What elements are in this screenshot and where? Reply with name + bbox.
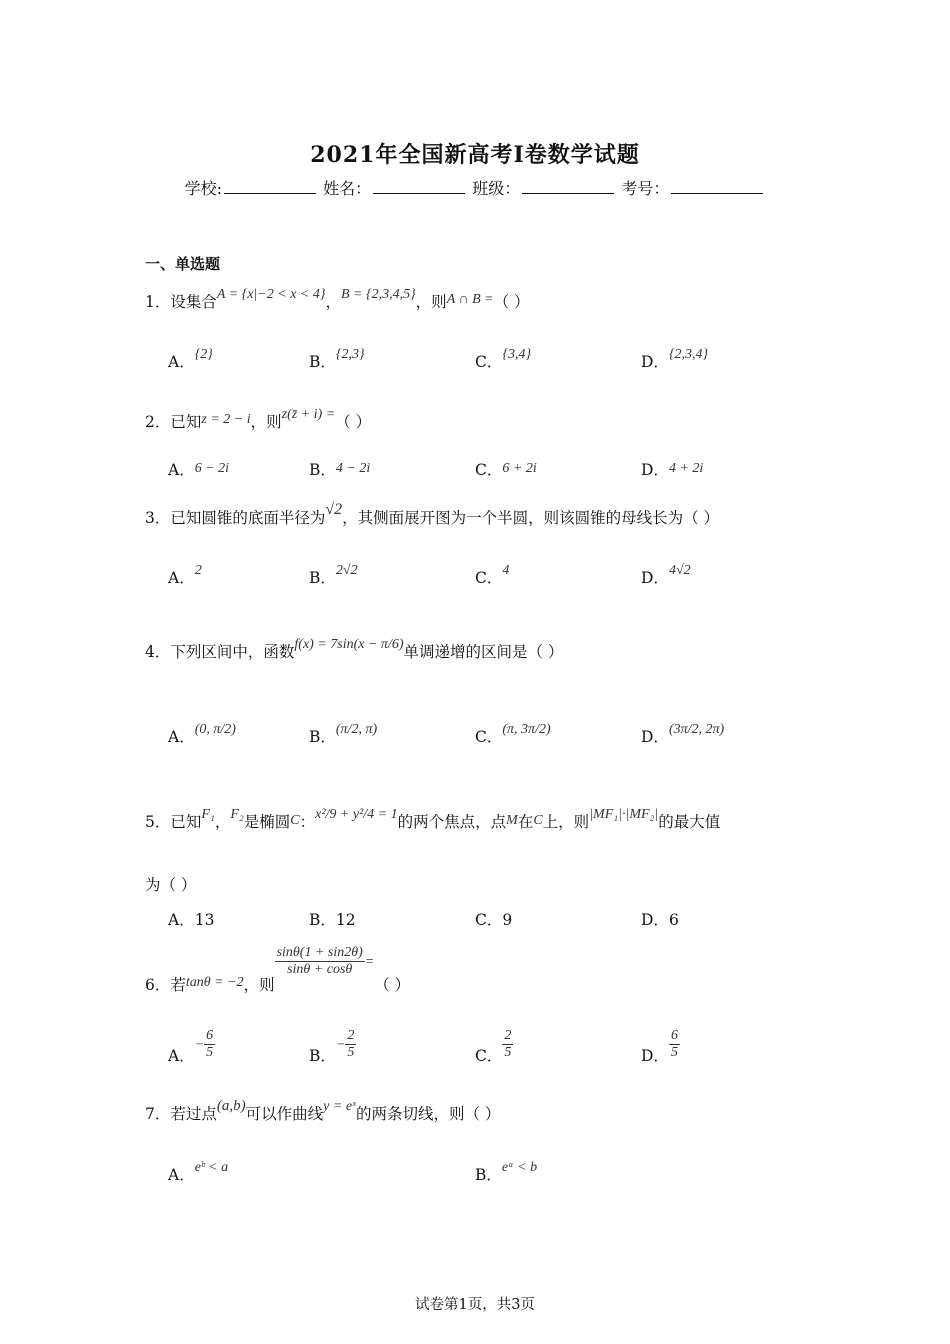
- option-d: [641, 1028, 680, 1065]
- math-expression: =: [364, 954, 375, 970]
- option-value: eᵃ < b: [501, 1160, 538, 1175]
- page-title: 2021年全国新高考I卷数学试题: [310, 142, 640, 168]
- option-value: 4√2: [668, 563, 691, 578]
- option-label: D．: [641, 728, 669, 746]
- math-expression: x²/9 + y²/4 = 1: [315, 807, 398, 822]
- question-text: 的两个焦点，点: [397, 813, 507, 831]
- school-label: 学校:: [184, 179, 223, 198]
- option-a: [168, 908, 214, 930]
- option-label: B．: [309, 911, 336, 929]
- name-blank: [373, 179, 465, 194]
- option-label: A．: [168, 1046, 195, 1065]
- option-label: D．: [641, 911, 669, 929]
- option-label: B．: [309, 569, 336, 587]
- question-text: ，则: [415, 293, 447, 311]
- option-label: B．: [309, 461, 336, 479]
- class-label: 班级：: [472, 179, 521, 198]
- question-text: 已知: [170, 813, 202, 831]
- math-fraction: [669, 1028, 680, 1061]
- math-expression: |MF₁|·|MF₂|: [589, 807, 659, 822]
- question-text: 设集合: [170, 293, 217, 311]
- class-blank: [522, 179, 614, 194]
- fraction-denominator: 5: [504, 1045, 512, 1060]
- question-text: （ ）: [335, 413, 372, 431]
- question-text: ，则: [250, 413, 282, 431]
- section-heading: 一、单选题: [145, 255, 221, 273]
- option-value: 6 − 2i: [194, 461, 230, 476]
- option-a: [168, 1028, 215, 1065]
- option-label: B．: [309, 1046, 336, 1065]
- question-text: 已知圆锥的底面半径为: [170, 509, 326, 527]
- number-label: 考号：: [621, 179, 670, 198]
- question-text: （ ）: [493, 293, 530, 311]
- option-label: D．: [641, 1046, 669, 1065]
- option-d: [641, 563, 691, 588]
- question-text: 下列区间中，函数: [170, 643, 295, 661]
- option-label: A．: [168, 911, 195, 929]
- question-number: 7．: [145, 1105, 171, 1123]
- question-text: 若过点: [170, 1105, 217, 1123]
- option-value: (0, π/2): [194, 722, 236, 737]
- option-d: [641, 347, 709, 372]
- question-number: 3．: [145, 509, 171, 527]
- option-label: D．: [641, 353, 669, 371]
- question-4: [145, 637, 564, 662]
- question-number: 4．: [145, 643, 171, 661]
- option-value: eᵇ < a: [194, 1160, 229, 1175]
- option-value: {3,4}: [502, 347, 532, 362]
- option-c: [475, 722, 551, 747]
- question-5: [145, 807, 721, 832]
- question-text: 在: [517, 813, 534, 831]
- question-text: 若: [170, 975, 186, 994]
- question-text: ：: [299, 813, 316, 831]
- option-d: [641, 722, 725, 747]
- option-value: 6: [668, 911, 679, 929]
- math-expression: z = 2 − i: [201, 412, 251, 427]
- option-b: [309, 563, 358, 588]
- fraction-denominator: 5: [206, 1045, 214, 1060]
- option-b: [309, 1028, 356, 1065]
- option-c: [475, 458, 537, 480]
- school-blank: [224, 179, 316, 194]
- option-a: [168, 458, 229, 480]
- question-number: 6．: [145, 975, 171, 994]
- option-label: C．: [475, 461, 503, 479]
- math-expression: tanθ = −2: [185, 974, 244, 990]
- option-label: C．: [475, 569, 503, 587]
- option-c: [475, 563, 510, 588]
- option-value: 2√2: [335, 563, 358, 578]
- option-value: 2: [194, 563, 202, 578]
- option-label: A．: [168, 1166, 195, 1184]
- option-label: A．: [168, 461, 195, 479]
- option-label: B．: [309, 353, 336, 371]
- fraction-numerator: 6: [670, 1028, 678, 1043]
- fraction-numerator: sinθ(1 + sin2θ): [276, 945, 363, 960]
- option-c: [475, 347, 532, 372]
- question-text: ，则: [243, 975, 275, 994]
- math-fraction: [204, 1028, 215, 1061]
- option-value: 4: [502, 563, 510, 578]
- math-expression: A = {x|−2 < x < 4}: [216, 287, 326, 302]
- math-expression: M: [506, 813, 518, 828]
- option-d: [641, 458, 703, 480]
- option-value: 12: [335, 911, 356, 929]
- option-c: [475, 908, 512, 930]
- question-text: 单调递增的区间是（ ）: [403, 643, 564, 661]
- question-text: 已知: [170, 413, 202, 431]
- fraction-denominator: sinθ + cosθ: [287, 962, 353, 977]
- math-fraction: [275, 945, 365, 978]
- page-footer: 试卷第1页，共3页: [415, 1297, 535, 1313]
- math-fraction: [345, 1028, 356, 1061]
- fraction-numerator: 2: [347, 1028, 355, 1043]
- question-text: 可以作曲线: [245, 1105, 324, 1123]
- option-value: {2,3,4}: [668, 347, 709, 362]
- option-value: 13: [194, 911, 215, 929]
- option-a: [168, 563, 202, 588]
- math-expression: C: [290, 813, 300, 828]
- question-1: [145, 287, 530, 312]
- option-value: (π/2, π): [335, 722, 378, 737]
- option-value: 4 + 2i: [668, 461, 704, 476]
- option-value: 4 − 2i: [335, 461, 371, 476]
- math-expression: z(z̄ + i) =: [281, 407, 336, 422]
- option-label: C．: [475, 728, 503, 746]
- option-b: [475, 1160, 538, 1185]
- option-label: A．: [168, 728, 195, 746]
- fraction-numerator: 6: [206, 1028, 214, 1043]
- question-3: [145, 501, 720, 528]
- math-expression: √2: [325, 501, 343, 518]
- question-2: [145, 407, 372, 432]
- option-b: [309, 458, 370, 480]
- math-expression: F₂: [230, 807, 244, 822]
- question-number: 2．: [145, 413, 171, 431]
- question-7: [145, 1098, 501, 1124]
- option-value: 9: [502, 911, 513, 929]
- math-expression: F₁: [201, 807, 215, 822]
- math-expression: C: [533, 813, 543, 828]
- option-label: A．: [168, 353, 195, 371]
- option-value: {2}: [194, 347, 213, 362]
- question-number: 5．: [145, 813, 171, 831]
- question-6: [145, 945, 411, 994]
- option-b: [309, 347, 365, 372]
- question-text: （ ）: [374, 975, 411, 994]
- question-text: 是椭圆: [243, 813, 291, 831]
- option-value: (π, 3π/2): [502, 722, 551, 737]
- question-text: 的最大值: [658, 813, 721, 831]
- option-a: [168, 722, 236, 747]
- question-text: ，其侧面展开图为一个半圆，则该圆锥的母线长为（ ）: [342, 509, 720, 527]
- option-label: B．: [309, 728, 336, 746]
- option-label: C．: [475, 353, 503, 371]
- math-expression: (a,b): [216, 1098, 246, 1114]
- fraction-denominator: 5: [347, 1045, 355, 1060]
- option-sign: −: [194, 1037, 205, 1053]
- math-expression: B = {2,3,4,5}: [340, 287, 416, 302]
- option-a: [168, 347, 213, 372]
- option-d: [641, 908, 679, 930]
- option-value: (3π/2, 2π): [668, 722, 725, 737]
- option-label: C．: [475, 911, 503, 929]
- math-expression: A ∩ B =: [446, 292, 494, 307]
- option-b: [309, 722, 378, 747]
- number-blank: [671, 179, 763, 194]
- question-number: 1．: [145, 293, 171, 311]
- name-label: 姓名：: [323, 179, 372, 198]
- option-label: B．: [475, 1166, 502, 1184]
- question-text: 上，则: [542, 813, 590, 831]
- math-expression: f(x) = 7sin(x − π/6): [294, 637, 404, 652]
- option-sign: −: [335, 1037, 346, 1053]
- math-fraction: [502, 1028, 513, 1061]
- option-value: 6 + 2i: [502, 461, 537, 476]
- option-label: C．: [475, 1046, 503, 1065]
- fraction-numerator: 2: [504, 1028, 512, 1043]
- fraction-denominator: 5: [670, 1045, 678, 1060]
- option-a: [168, 1160, 229, 1185]
- option-label: D．: [641, 461, 669, 479]
- student-info-fields: [0, 176, 950, 199]
- math-expression: y = eˣ: [323, 1099, 356, 1114]
- option-label: D．: [641, 569, 669, 587]
- option-value: {2,3}: [335, 347, 365, 362]
- question-5-continued: 为（ ）: [145, 876, 197, 894]
- option-b: [309, 908, 356, 930]
- question-text: ，: [325, 293, 341, 311]
- question-text: 的两条切线，则（ ）: [355, 1105, 501, 1123]
- option-label: A．: [168, 569, 195, 587]
- option-c: [475, 1028, 513, 1065]
- question-text: ，: [214, 813, 231, 831]
